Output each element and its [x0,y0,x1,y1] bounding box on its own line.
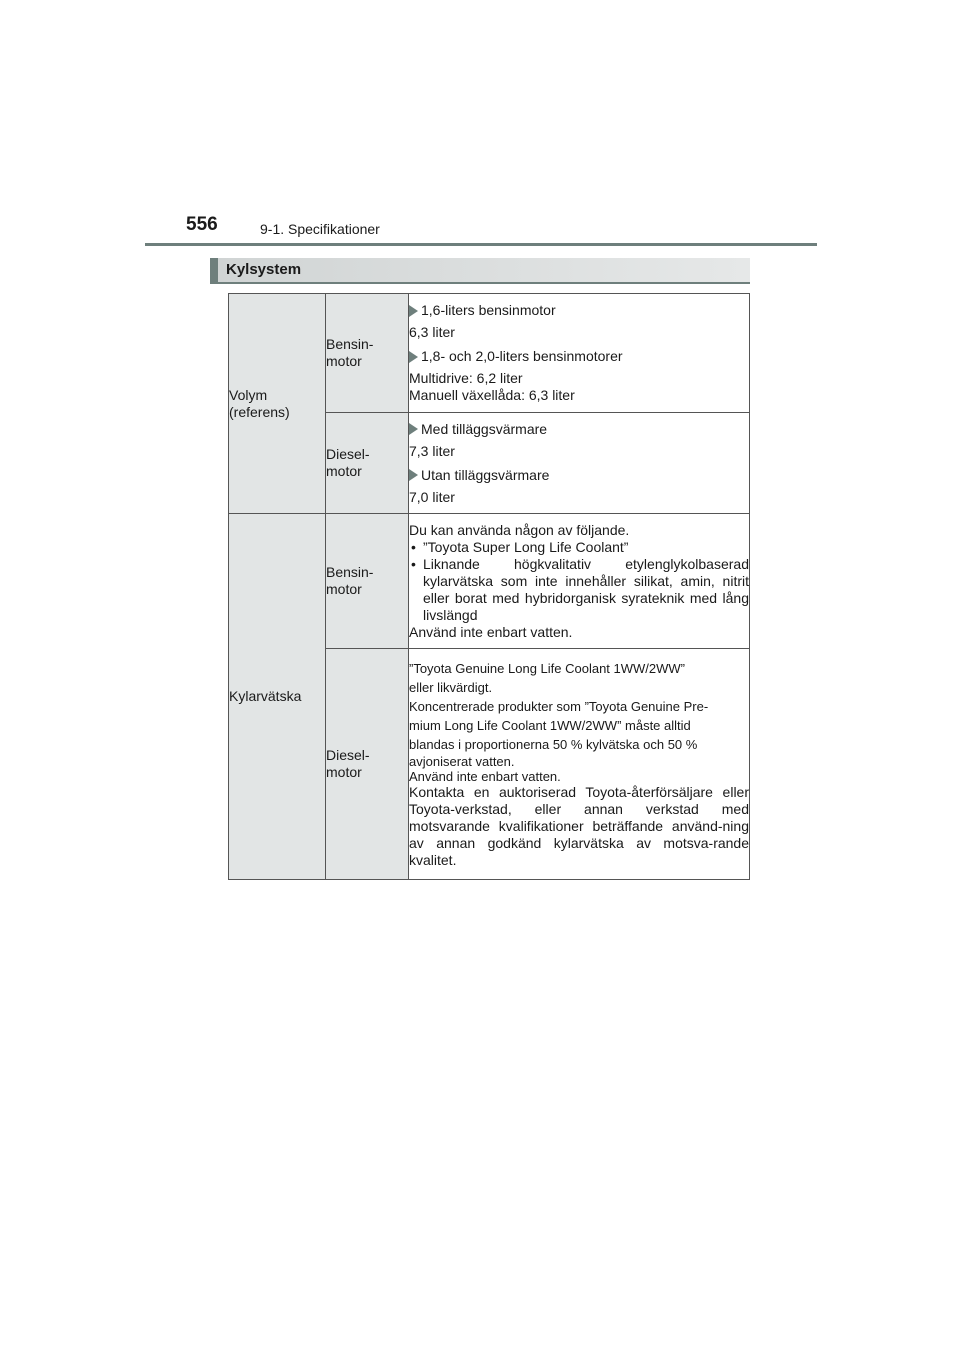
value-line: Multidrive: 6,2 liter [409,370,523,386]
diesel-coolant-line: eller likvärdigt. [409,680,493,695]
cooling-spec-table [228,293,750,880]
diesel-coolant-line: Använd inte enbart vatten. [409,769,561,784]
option-heading [409,467,749,484]
diesel-coolant-line: mium Long Life Coolant 1WW/2WW” måste alltid [409,718,691,733]
option-heading [409,302,749,319]
chapter-title: 9-1. Specifikationer [260,221,380,237]
triangle-bullet-icon [409,423,418,435]
option-heading-text: Med tilläggsvärmare [421,420,548,437]
option-heading [409,421,749,438]
coolant-petrol-value [409,514,750,649]
coolant-note: Använd inte enbart vatten. [409,623,573,640]
section-heading-bar [210,258,750,284]
coolant-label: Kylarvätska [229,514,326,880]
diesel-coolant-line: blandas i proportionerna 50 % kylvätska och 50 % [409,737,698,752]
triangle-bullet-icon [409,469,418,481]
volume-petrol-value [409,294,750,413]
option-heading-text: 1,8- och 2,0-liters bensinmotorer [421,348,623,364]
table-row [229,294,750,413]
value-line: Manuell växellåda: 6,3 liter [409,387,575,403]
diesel-coolant-line: avjoniserat vatten. [409,754,515,769]
triangle-bullet-icon [409,351,418,363]
volume-petrol-label: Bensin- motor [326,294,409,413]
list-item: • ”Toyota Super Long Life Coolant” [409,539,749,556]
volume-label: Volym (referens) [229,294,326,514]
coolant-intro: Du kan använda någon av följande. [409,521,630,538]
triangle-bullet-icon [409,305,418,317]
diesel-coolant-line: ”Toyota Genuine Long Life Coolant 1WW/2WW” [409,661,686,676]
diesel-coolant-advice: Kontakta en auktoriserad Toyota-återförsäljare eller Toyota-verkstad, eller annan verkstad med motsvarande kvalifikationer beträffande använd-ning av annan godkänd kylarvätska av motsva-rande kvalitet. [409,784,749,868]
coolant-diesel-value [409,649,750,880]
value-line: 6,3 liter [409,324,455,340]
section-accent [210,258,218,282]
option-heading [409,348,749,365]
page-number: 556 [186,214,218,235]
diesel-coolant-line: Koncentrerade produkter som ”Toyota Genuine Pre- [409,699,709,714]
coolant-diesel-label: Diesel- motor [326,649,409,880]
table-row [229,514,750,649]
value-line: 7,3 liter [409,442,455,459]
list-item: • Liknande högkvalitativ etylenglykolbaserad kylarvätska som inte innehåller silikat, amin, nitrit eller borat med hybridorganisk syrateknik med lång livslängd [409,556,749,624]
header-rule [145,243,817,246]
coolant-bullet-list [409,539,749,624]
coolant-petrol-label: Bensin- motor [326,514,409,649]
option-heading-text: 1,6-liters bensinmotor [421,302,556,318]
volume-diesel-value [409,413,750,514]
option-heading-text: Utan tilläggsvärmare [421,466,550,483]
section-title: Kylsystem [226,261,302,278]
value-line: 7,0 liter [409,488,455,505]
volume-diesel-label: Diesel- motor [326,413,409,514]
